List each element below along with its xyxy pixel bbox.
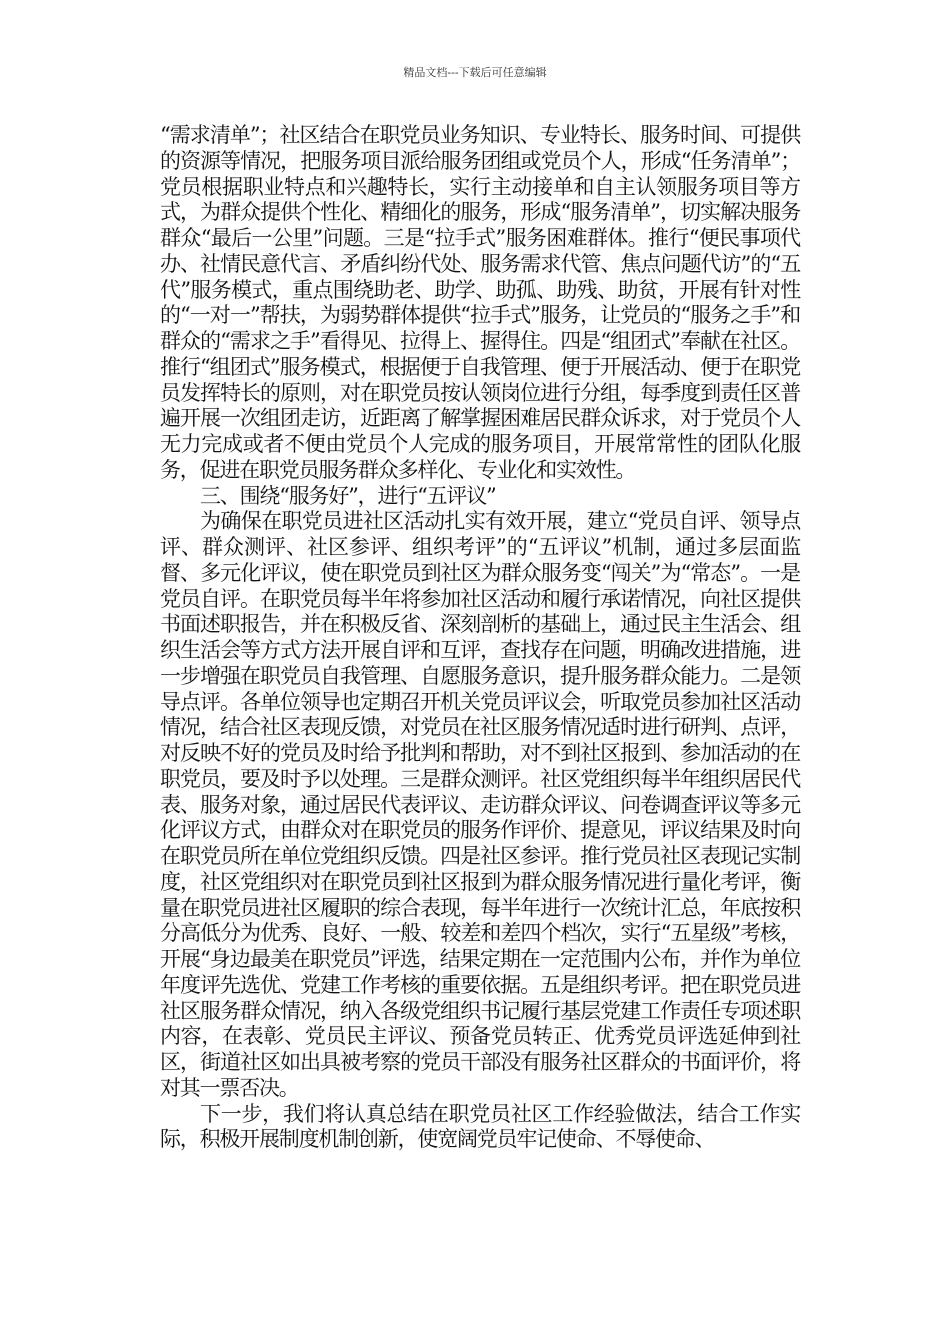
section-heading-five-evaluations: 三、围绕“服务好”，进行“五评议”	[200, 483, 496, 508]
page-header: 精品文档---下载后可任意编辑	[403, 66, 547, 79]
paragraph-next-steps: 下一步，我们将认真总结在职党员社区工作经验做法，结合工作实际，积极开展制度机制创新，使宽阔党员牢记使命、不辱使命、	[160, 1101, 800, 1152]
paragraph-five-evaluations: 为确保在职党员进社区活动扎实有效开展，建立“党员自评、领导点评、群众测评、社区参评、组织考评”的“五评议”机制，通过多层面监督、多元化评议，使在职党员到社区为群众服务变“闯关”为“常态”。一是党员自评。在职党员每半年将参加社区活动和履行承诺情况，向社区提供书面述职报告，并在积极反省、深刻剖析的基础上，通过民主生活会、组织生活会等方式方法开展自评和互评，查找存在问题，明确改进措施，进一步增强在职党员自我管理、自愿服务意识，提升服务群众能力。二是领导点评。各单位领导也定期召开机关党员评议会，听取党员参加社区活动情况，结合社区表现反馈，对党员在社区服务情况适时进行研判、点评，对反映不好的党员及时给予批判和帮助，对不到社区报到、参加活动的在职党员，要及时予以处理。三是群众测评。社区党组织每半年组织居民代表、服务对象，通过居民代表评议、走访群众评议、问卷调查评议等多元化评议方式，由群众对在职党员的服务作评价、提意见，评议结果及时向在职党员所在单位党组织反馈。四是社区参评。推行党员社区表现记实制度，社区党组织对在职党员到社区报到为群众服务情况进行量化考评，衡量在职党员进社区履职的综合表现，每半年进行一次统计汇总，年底按积分高低分为优秀、良好、一般、较差和差四个档次，实行“五星级”考核，开展“身边最美在职党员”评选，结果定期在一定范围内公布，并作为单位年度评先选优、党建工作考核的重要依据。五是组织考评。把在职党员进社区服务群众情况，纳入各级党组织书记履行基层党建工作责任专项述职内容，在表彰、党员民主评议、预备党员转正、优秀党员评选延伸到社区，街道社区如出具被考察的党员干部没有服务社区群众的书面评价，将对其一票否决。	[160, 509, 800, 1100]
document-body	[160, 123, 800, 1153]
paragraph-service-lists: “需求清单”；社区结合在职党员业务知识、专业特长、服务时间、可提供的资源等情况，把服务项目派给服务团组或党员个人，形成“任务清单”；党员根据职业特点和兴趣特长，实行主动接单和自主认领服务项目等方式，为群众提供个性化、精细化的服务，形成“服务清单”，切实解决服务群众“最后一公里”问题。三是“拉手式”服务困难群体。推行“便民事项代办、社情民意代言、矛盾纠纷代处、服务需求代管、焦点问题代访”的“五代”服务模式，重点围绕助老、助学、助孤、助残、助贫，开展有针对性的“一对一”帮扶，为弱势群体提供“拉手式”服务，让党员的“服务之手”和群众的“需求之手”看得见、拉得上、握得住。四是“组团式”奉献在社区。推行“组团式”服务模式，根据便于自我管理、便于开展活动、便于在职党员发挥特长的原则，对在职党员按认领岗位进行分组，每季度到责任区普遍开展一次组团走访，近距离了解掌握困难居民群众诉求，对于党员个人无力完成或者不便由党员个人完成的服务项目，开展常常性的团队化服务，促进在职党员服务群众多样化、专业化和实效性。	[160, 123, 800, 482]
